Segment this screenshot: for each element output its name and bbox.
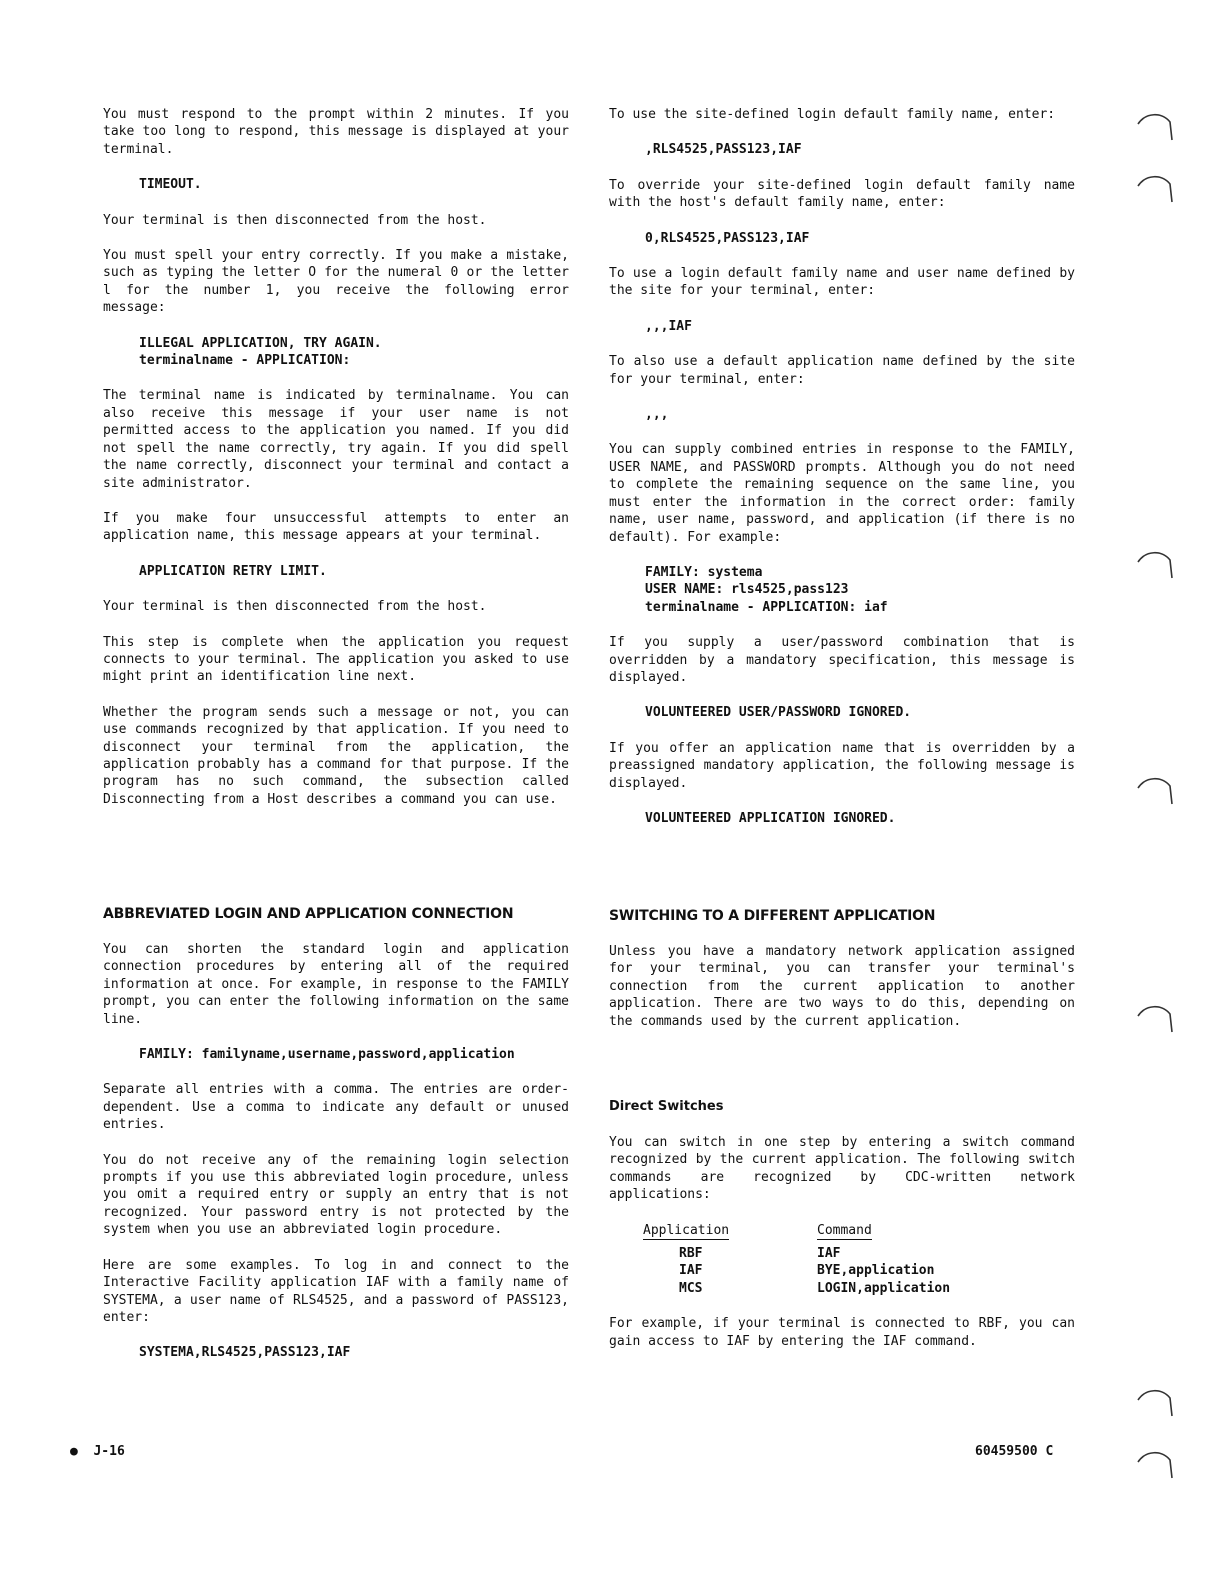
paragraph: If you make four unsuccessful attempts to enter an application name, this message appears at your terminal. — [103, 510, 569, 544]
punch-hole-icon — [1132, 546, 1176, 582]
paragraph: You must respond to the prompt within 2 minutes. If you take too long to respond, this message is displayed at your terminal. — [103, 107, 569, 157]
system-message: VOLUNTEERED APPLICATION IGNORED. — [645, 810, 896, 826]
table-row — [643, 1262, 950, 1279]
punch-hole-icon — [1132, 1384, 1176, 1420]
paragraph: Unless you have a mandatory network application assigned for your terminal, you can transfer your terminal's connection from the current application to another application. There are two ways to do this, depending on the commands used by the current application. — [609, 944, 1075, 1029]
paragraph: To use the site-defined login default family name, enter: — [609, 107, 1056, 122]
punch-hole-icon — [1132, 1000, 1176, 1036]
example-entry: ,,,IAF — [645, 318, 692, 334]
right-column — [609, 106, 1075, 845]
system-message: VOLUNTEERED USER/PASSWORD IGNORED. — [645, 705, 912, 721]
document-number: 60459500 C — [975, 1444, 1054, 1459]
paragraph: Separate all entries with a comma. The entries are order-dependent. Use a comma to indicate any default or unused entries. — [103, 1082, 569, 1133]
example-entry: FAMILY: familyname,username,password,application — [139, 1047, 515, 1063]
table-row — [643, 1245, 950, 1262]
entry-line: USER NAME: rls4525,pass123 — [645, 582, 849, 598]
paragraph: You can shorten the standard login and application connection procedures by entering all of the required information at once. For example, in response to the FAMILY prompt, you can enter the following information on the same line. — [103, 942, 569, 1027]
table-cell-application: RBF — [679, 1246, 703, 1262]
paragraph: To override your site-defined login default family name with the host's default family name, enter: — [609, 177, 1075, 211]
message-line: ILLEGAL APPLICATION, TRY AGAIN. — [139, 335, 382, 351]
punch-hole-icon — [1132, 108, 1176, 144]
entry-line: terminalname - APPLICATION: iaf — [645, 599, 888, 615]
table-cell-application: IAF — [679, 1263, 703, 1279]
paragraph: You can supply combined entries in response to the FAMILY, USER NAME, and PASSWORD prompts. Although you do not need to complete the remaining sequence on the same line, you must enter the information in the correct order: family name, user name, password, and application (if there is no default). For example: — [609, 442, 1075, 545]
left-column-lower — [103, 941, 569, 1380]
table-row — [643, 1280, 950, 1297]
paragraph: You must spell your entry correctly. If you make a mistake, such as typing the letter O for the numeral 0 or the letter l for the number 1, you receive the following error message: — [103, 248, 569, 316]
table-cell-application: MCS — [679, 1280, 703, 1296]
example-entry — [645, 564, 1075, 616]
example-entry: ,,, — [645, 407, 669, 423]
table-cell-command: LOGIN,application — [817, 1280, 951, 1296]
table-header-application: Application — [643, 1222, 730, 1238]
paragraph: Your terminal is then disconnected from the host. — [103, 212, 487, 228]
paragraph: Here are some examples. To log in and connect to the Interactive Facility application IAF with a family name of SYSTEMA, a user name of RLS4525, and a password of PASS123, enter: — [103, 1257, 569, 1325]
paragraph: To use a login default family name and user name defined by the site for your terminal, enter: — [609, 266, 1075, 299]
paragraph: You do not receive any of the remaining login selection prompts if you use this abbreviated login procedure, unless you omit a required entry or supply an entry that is not recognized. Your password entry is not protected by the system when you use an abbreviated login procedure. — [103, 1152, 569, 1238]
paragraph: You can switch in one step by entering a switch command recognized by the current application. The following switch commands are recognized by CDC-written network applications: — [609, 1135, 1075, 1203]
paragraph: The terminal name is indicated by terminalname. You can also receive this message if your user name is not permitted access to the application you named. If you did not spell the name correctly, try again. If you did spell the name correctly, disconnect your terminal and contact a site administrator. — [103, 388, 569, 491]
paragraph: For example, if your terminal is connected to RBF, you can gain access to IAF by entering the IAF command. — [609, 1316, 1075, 1349]
entry-line: FAMILY: systema — [645, 564, 763, 580]
example-entry: 0,RLS4525,PASS123,IAF — [645, 230, 810, 246]
paragraph: Your terminal is then disconnected from the host. — [103, 599, 487, 615]
table-header-command: Command — [817, 1222, 872, 1238]
message-line: terminalname - APPLICATION: — [139, 353, 351, 369]
system-message — [139, 335, 569, 370]
system-message: APPLICATION RETRY LIMIT. — [139, 563, 327, 579]
table-cell-command: BYE,application — [817, 1263, 935, 1279]
system-message: TIMEOUT. — [139, 177, 202, 193]
paragraph: This step is complete when the application you request connects to your terminal. The application you asked to use might print an identification line next. — [103, 634, 569, 685]
section-heading-switching: SWITCHING TO A DIFFERENT APPLICATION — [609, 908, 936, 924]
punch-hole-icon — [1132, 1446, 1176, 1482]
subsection-heading-direct-switches: Direct Switches — [609, 1099, 724, 1114]
paragraph: Whether the program sends such a message or not, you can use commands recognized by that application. If you need to disconnect your terminal from the application, the application probably has a command for that purpose. If the program has no such command, the subsection called Disconnecting from a Host describes a command you can use. — [103, 704, 569, 807]
punch-hole-icon — [1132, 772, 1176, 808]
switch-commands-table — [643, 1222, 950, 1298]
page-number: ● J-16 — [70, 1444, 125, 1459]
right-column-lower — [609, 943, 1075, 1048]
left-column — [103, 106, 569, 826]
table-cell-command: IAF — [817, 1246, 841, 1262]
paragraph: If you supply a user/password combination that is overridden by a mandatory specification, this message is displayed. — [609, 635, 1075, 685]
right-column-direct — [609, 1134, 1075, 1368]
punch-hole-icon — [1132, 170, 1176, 206]
paragraph: If you offer an application name that is overridden by a preassigned mandatory application, the following message is displayed. — [609, 740, 1075, 791]
example-entry: SYSTEMA,RLS4525,PASS123,IAF — [139, 1345, 351, 1361]
paragraph: To also use a default application name defined by the site for your terminal, enter: — [609, 354, 1075, 387]
section-heading-abbreviated-login: ABBREVIATED LOGIN AND APPLICATION CONNECTION — [103, 906, 514, 922]
example-entry: ,RLS4525,PASS123,IAF — [645, 142, 802, 158]
bullet-icon: ● — [70, 1444, 94, 1459]
